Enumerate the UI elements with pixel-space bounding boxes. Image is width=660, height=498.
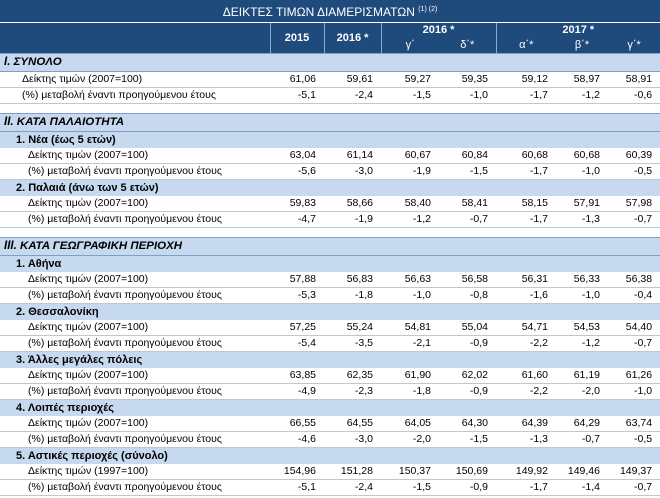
header-q4-2016: δ΄* [439, 38, 496, 54]
table-row [0, 464, 660, 480]
cell: 60,67 [381, 148, 439, 164]
cell: 60,68 [496, 148, 556, 164]
cell: -0,5 [608, 432, 660, 448]
cell: -1,7 [496, 212, 556, 228]
spacer [556, 104, 608, 114]
subsection-other-areas-title: 4. Λοιπές περιοχές [0, 400, 660, 417]
cell: -0,9 [439, 480, 496, 496]
subsection-thessaloniki-title: 2. Θεσσαλονίκη [0, 304, 660, 321]
subsection-row [0, 180, 660, 197]
cell: 55,04 [439, 320, 496, 336]
spacer [270, 228, 324, 238]
spacer [556, 228, 608, 238]
section-total-title: I. ΣΥΝΟΛΟ [0, 54, 660, 72]
cell: 56,33 [556, 272, 608, 288]
cell: -1,3 [496, 432, 556, 448]
cell: -1,0 [556, 288, 608, 304]
cell: 64,05 [381, 416, 439, 432]
cell: 151,28 [324, 464, 381, 480]
cell: 57,88 [270, 272, 324, 288]
row-label: (%) μεταβολή έναντι προηγούμενου έτους [0, 432, 270, 448]
header-2016-annual: 2016 * [324, 23, 381, 54]
cell: 59,12 [496, 72, 556, 88]
cell: 61,14 [324, 148, 381, 164]
row-label: Δείκτης τιμών (2007=100) [0, 72, 270, 88]
cell: 59,35 [439, 72, 496, 88]
spacer [381, 228, 439, 238]
cell: -3,5 [324, 336, 381, 352]
row-label: Δείκτης τιμών (2007=100) [0, 196, 270, 212]
table-row [0, 164, 660, 180]
header-row-years [0, 23, 660, 39]
cell: -3,0 [324, 432, 381, 448]
cell: -2,1 [381, 336, 439, 352]
table-row [0, 272, 660, 288]
table-title [0, 0, 660, 23]
cell: -1,8 [324, 288, 381, 304]
cell: 55,24 [324, 320, 381, 336]
cell: -1,5 [381, 480, 439, 496]
cell: 54,71 [496, 320, 556, 336]
cell: 57,91 [556, 196, 608, 212]
cell: 54,40 [608, 320, 660, 336]
subsection-row [0, 352, 660, 369]
cell: 59,61 [324, 72, 381, 88]
cell: 57,25 [270, 320, 324, 336]
table-row [0, 480, 660, 496]
cell: 64,30 [439, 416, 496, 432]
cell: -2,2 [496, 336, 556, 352]
cell: -1,8 [381, 384, 439, 400]
row-label: (%) μεταβολή έναντι προηγούμενου έτους [0, 164, 270, 180]
table-row [0, 148, 660, 164]
spacer [0, 104, 270, 114]
cell: -4,9 [270, 384, 324, 400]
cell: -5,4 [270, 336, 324, 352]
spacer [324, 104, 381, 114]
cell: -5,6 [270, 164, 324, 180]
spacer-row [0, 228, 660, 238]
table-row [0, 196, 660, 212]
row-label: Δείκτης τιμών (2007=100) [0, 416, 270, 432]
subsection-row [0, 400, 660, 417]
cell: 58,97 [556, 72, 608, 88]
cell: -0,7 [439, 212, 496, 228]
cell: 62,02 [439, 368, 496, 384]
cell: -1,5 [439, 432, 496, 448]
row-label: Δείκτης τιμών (2007=100) [0, 148, 270, 164]
cell: 56,31 [496, 272, 556, 288]
cell: -1,5 [381, 88, 439, 104]
header-q1-2017: α΄* [496, 38, 556, 54]
cell: 56,83 [324, 272, 381, 288]
row-label: (%) μεταβολή έναντι προηγούμενου έτους [0, 480, 270, 496]
section-row [0, 114, 660, 132]
cell: -2,0 [556, 384, 608, 400]
cell: -1,7 [496, 480, 556, 496]
cell: -1,7 [496, 88, 556, 104]
cell: -2,4 [324, 480, 381, 496]
cell: 63,04 [270, 148, 324, 164]
cell: -5,3 [270, 288, 324, 304]
cell: 57,98 [608, 196, 660, 212]
cell: -3,0 [324, 164, 381, 180]
cell: -5,1 [270, 480, 324, 496]
cell: -1,5 [439, 164, 496, 180]
cell: 54,81 [381, 320, 439, 336]
cell: 61,90 [381, 368, 439, 384]
cell: -0,7 [556, 432, 608, 448]
spacer [381, 104, 439, 114]
cell: 58,91 [608, 72, 660, 88]
cell: -1,9 [324, 212, 381, 228]
cell: 61,60 [496, 368, 556, 384]
header-q3-2017: γ΄* [608, 38, 660, 54]
cell: 149,37 [608, 464, 660, 480]
cell: 61,19 [556, 368, 608, 384]
cell: 154,96 [270, 464, 324, 480]
cell: -1,4 [556, 480, 608, 496]
cell: 60,68 [556, 148, 608, 164]
subsection-row [0, 256, 660, 273]
cell: -1,7 [496, 164, 556, 180]
spacer [270, 104, 324, 114]
cell: 150,69 [439, 464, 496, 480]
subsection-row [0, 448, 660, 465]
cell: -1,2 [556, 336, 608, 352]
cell: 60,84 [439, 148, 496, 164]
spacer [439, 228, 496, 238]
cell: 64,39 [496, 416, 556, 432]
cell: -1,2 [381, 212, 439, 228]
row-label: (%) μεταβολή έναντι προηγούμενου έτους [0, 288, 270, 304]
table-row [0, 72, 660, 88]
header-2015: 2015 [270, 23, 324, 54]
row-label: Δείκτης τιμών (2007=100) [0, 272, 270, 288]
cell: 62,35 [324, 368, 381, 384]
header-q2-2017: β΄* [556, 38, 608, 54]
spacer [439, 104, 496, 114]
spacer [496, 228, 556, 238]
cell: -2,0 [381, 432, 439, 448]
spacer [324, 228, 381, 238]
row-label: (%) μεταβολή έναντι προηγούμενου έτους [0, 212, 270, 228]
cell: 59,27 [381, 72, 439, 88]
cell: 61,26 [608, 368, 660, 384]
cell: 58,41 [439, 196, 496, 212]
cell: 64,29 [556, 416, 608, 432]
table-row [0, 212, 660, 228]
spacer-row [0, 104, 660, 114]
spacer [608, 228, 660, 238]
cell: 56,63 [381, 272, 439, 288]
cell: -5,1 [270, 88, 324, 104]
subsection-row [0, 132, 660, 149]
subsection-row [0, 304, 660, 321]
header-2017-quarters: 2017 * [496, 23, 660, 39]
cell: 61,06 [270, 72, 324, 88]
cell: -1,2 [556, 88, 608, 104]
cell: -0,4 [608, 288, 660, 304]
cell: 149,92 [496, 464, 556, 480]
cell: -1,0 [439, 88, 496, 104]
subsection-old-title: 2. Παλαιά (άνω των 5 ετών) [0, 180, 660, 197]
subsection-big-cities-title: 3. Άλλες μεγάλες πόλεις [0, 352, 660, 369]
cell: 54,53 [556, 320, 608, 336]
cell: 149,46 [556, 464, 608, 480]
table-row [0, 416, 660, 432]
cell: 60,39 [608, 148, 660, 164]
table-row [0, 432, 660, 448]
cell: -0,7 [608, 212, 660, 228]
section-row [0, 54, 660, 72]
cell: 150,37 [381, 464, 439, 480]
table-row [0, 336, 660, 352]
cell: -0,7 [608, 480, 660, 496]
subsection-new-title: 1. Νέα (έως 5 ετών) [0, 132, 660, 149]
cell: 56,38 [608, 272, 660, 288]
section-region-title: III. ΚΑΤΑ ΓΕΩΓΡΑΦΙΚΗ ΠΕΡΙΟΧΗ [0, 238, 660, 256]
table-row [0, 384, 660, 400]
cell: 59,83 [270, 196, 324, 212]
table-title-text: ΔΕΙΚΤΕΣ ΤΙΜΩΝ ΔΙΑΜΕΡΙΣΜΑΤΩΝ [222, 5, 415, 19]
subsection-urban-title: 5. Αστικές περιοχές (σύνολο) [0, 448, 660, 465]
table-row [0, 288, 660, 304]
cell: -2,4 [324, 88, 381, 104]
cell: -0,9 [439, 336, 496, 352]
spacer [608, 104, 660, 114]
table-row [0, 368, 660, 384]
cell: -1,0 [608, 384, 660, 400]
table-row [0, 88, 660, 104]
cell: -1,0 [381, 288, 439, 304]
header-2016-quarters: 2016 * [381, 23, 496, 39]
header-corner [0, 23, 270, 54]
table-title-footnote: (1) (2) [418, 6, 438, 13]
cell: 63,74 [608, 416, 660, 432]
row-label: (%) μεταβολή έναντι προηγούμενου έτους [0, 384, 270, 400]
row-label: Δείκτης τιμών (2007=100) [0, 320, 270, 336]
title-row [0, 0, 660, 23]
spacer [0, 228, 270, 238]
cell: 63,85 [270, 368, 324, 384]
cell: 58,40 [381, 196, 439, 212]
cell: 58,15 [496, 196, 556, 212]
cell: -0,5 [608, 164, 660, 180]
cell: -2,2 [496, 384, 556, 400]
cell: 64,55 [324, 416, 381, 432]
cell: 66,55 [270, 416, 324, 432]
row-label: (%) μεταβολή έναντι προηγούμενου έτους [0, 88, 270, 104]
cell: -1,0 [556, 164, 608, 180]
cell: -0,8 [439, 288, 496, 304]
table-row [0, 320, 660, 336]
row-label: Δείκτης τιμών (1997=100) [0, 464, 270, 480]
cell: 56,58 [439, 272, 496, 288]
cell: -0,6 [608, 88, 660, 104]
section-age-title: II. ΚΑΤΑ ΠΑΛΑΙΟΤΗΤΑ [0, 114, 660, 132]
spacer [496, 104, 556, 114]
cell: -1,3 [556, 212, 608, 228]
cell: -0,9 [439, 384, 496, 400]
section-row [0, 238, 660, 256]
cell: -4,6 [270, 432, 324, 448]
row-label: (%) μεταβολή έναντι προηγούμενου έτους [0, 336, 270, 352]
cell: -4,7 [270, 212, 324, 228]
header-q3-2016: γ΄ [381, 38, 439, 54]
cell: 58,66 [324, 196, 381, 212]
row-label: Δείκτης τιμών (2007=100) [0, 368, 270, 384]
cell: -0,7 [608, 336, 660, 352]
cell: -1,6 [496, 288, 556, 304]
cell: -2,3 [324, 384, 381, 400]
cell: -1,9 [381, 164, 439, 180]
subsection-athens-title: 1. Αθήνα [0, 256, 660, 273]
